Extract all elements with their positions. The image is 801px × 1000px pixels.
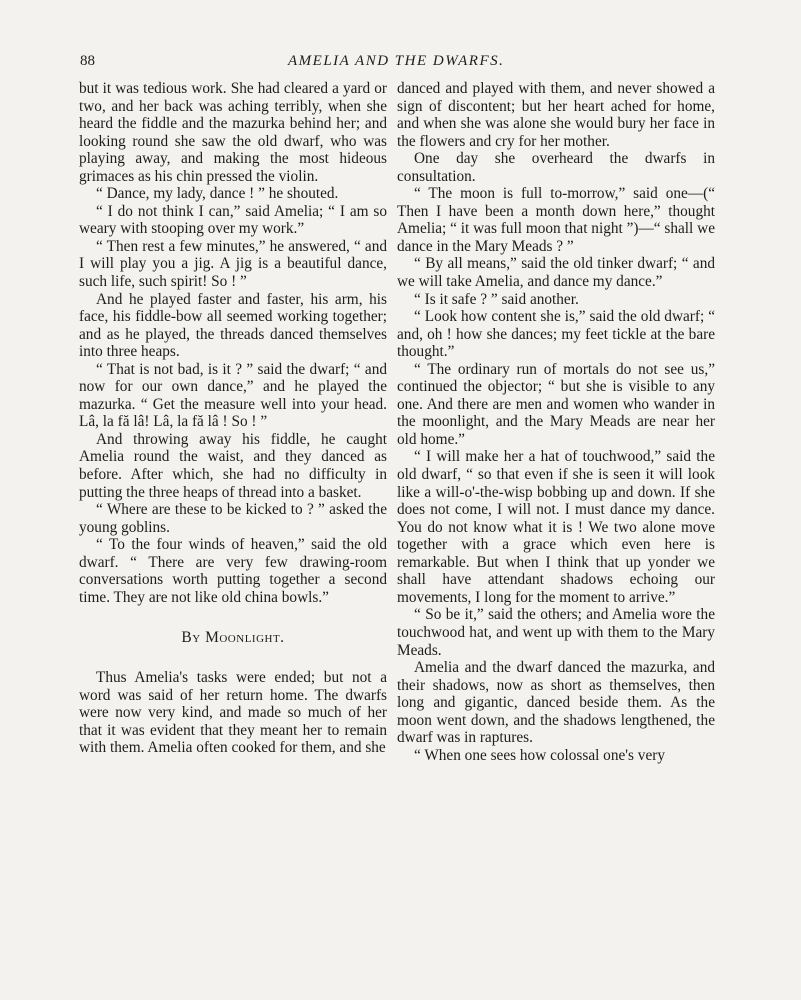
paragraph: “ Dance, my lady, dance ! ” he shouted. bbox=[96, 185, 339, 203]
paragraph: “ To the four winds of heaven,” said the old dwarf. “ There are very few drawing-room conversations worth putting together a second time. They are not like old china bowls.” bbox=[79, 536, 387, 606]
page-number: 88 bbox=[80, 53, 95, 69]
paragraph: “ Where are these to be kicked to ? ” asked the young goblins. bbox=[79, 501, 387, 536]
paragraph: “ By all means,” said the old tinker dwarf; “ and we will take Amelia, and dance my dance.” bbox=[397, 255, 715, 291]
paragraph: “ Look how content she is,” said the old dwarf; “ and, oh ! how she dances; my feet tickle at the bare thought.” bbox=[397, 308, 715, 361]
paragraph: “ Is it safe ? ” said another. bbox=[414, 290, 579, 308]
paragraph: “ That is not bad, is it ? ” said the dwarf; “ and now for our own dance,” and he played the mazurka. “ Get the measure well into your head. Lâ, la fă lâ! Lâ, la fă lâ ! So ! ” bbox=[79, 360, 387, 431]
paragraph: And he played faster and faster, his arm, his face, his fiddle-bow all seemed working together; and as he played, the threads danced themselves into three heaps. bbox=[79, 290, 387, 361]
paragraph: Thus Amelia's tasks were ended; but not a word was said of her return home. The dwarfs were now very kind, and made so much of her that it was evident that they meant her to remain with them. Amelia often cooked for them, and she bbox=[79, 668, 387, 757]
right-column bbox=[397, 80, 715, 764]
section-heading: By Moonlight. bbox=[181, 629, 285, 647]
paragraph: but it was tedious work. She had cleared a yard or two, and her back was aching terribly, when she heard the fiddle and the mazurka behind her; and looking round she saw the old dwarf, who was playing away, and making the most hideous grimaces as his chin pressed the violin. bbox=[79, 80, 387, 185]
paragraph: “ When one sees how colossal one's very bbox=[414, 746, 665, 764]
paragraph: “ I do not think I can,” said Amelia; “ I am so weary with stooping over my work.” bbox=[79, 202, 387, 238]
paragraph: One day she overheard the dwarfs in consultation. bbox=[397, 150, 715, 185]
running-title: AMELIA AND THE DWARFS. bbox=[288, 53, 505, 69]
paragraph: danced and played with them, and never showed a sign of discontent; but her heart ached for home, and when she was alone she would bury her face in the flowers and cry for her mother. bbox=[397, 80, 715, 150]
paragraph: “ So be it,” said the others; and Amelia wore the touchwood hat, and went up with them to the Mary Meads. bbox=[397, 606, 715, 659]
paragraph: Amelia and the dwarf danced the mazurka, and their shadows, now as short as themselves, then long and gigantic, danced beside them. As the moon went down, and the shadows lengthened, the dwarf was in raptures. bbox=[397, 659, 715, 747]
paragraph: And throwing away his fiddle, he caught Amelia round the waist, and they danced as before. After which, she had no difficulty in putting the three heaps of thread into a basket. bbox=[79, 430, 387, 501]
paragraph: “ The ordinary run of mortals do not see us,” continued the objector; “ but she is visible to any one. And there are men and women who wander in the moonlight, and the Mary Meads are near her old home.” bbox=[397, 360, 715, 448]
paragraph: “ Then rest a few minutes,” he answered, “ and I will play you a jig. A jig is a beautiful dance, such life, such spirit! So ! ” bbox=[79, 237, 387, 291]
paragraph: “ The moon is full to-morrow,” said one—(“ Then I have been a month down here,” thought Amelia; “ it was full moon that night ”)—“ shall we dance in the Mary Meads ? ” bbox=[397, 185, 715, 255]
left-column bbox=[79, 80, 387, 757]
paragraph: “ I will make her a hat of touchwood,” said the old dwarf, “ so that even if she is seen it will look like a will-o'-the-wisp bobbing up and down. If she does not come, I will not. I must dance my dance. You do not know what it is ! We two alone move together with a grace which even here is remarkable. But when I think that up yonder we shall have attendant shadows echoing our movements, I long for the moment to arrive.” bbox=[397, 448, 715, 606]
